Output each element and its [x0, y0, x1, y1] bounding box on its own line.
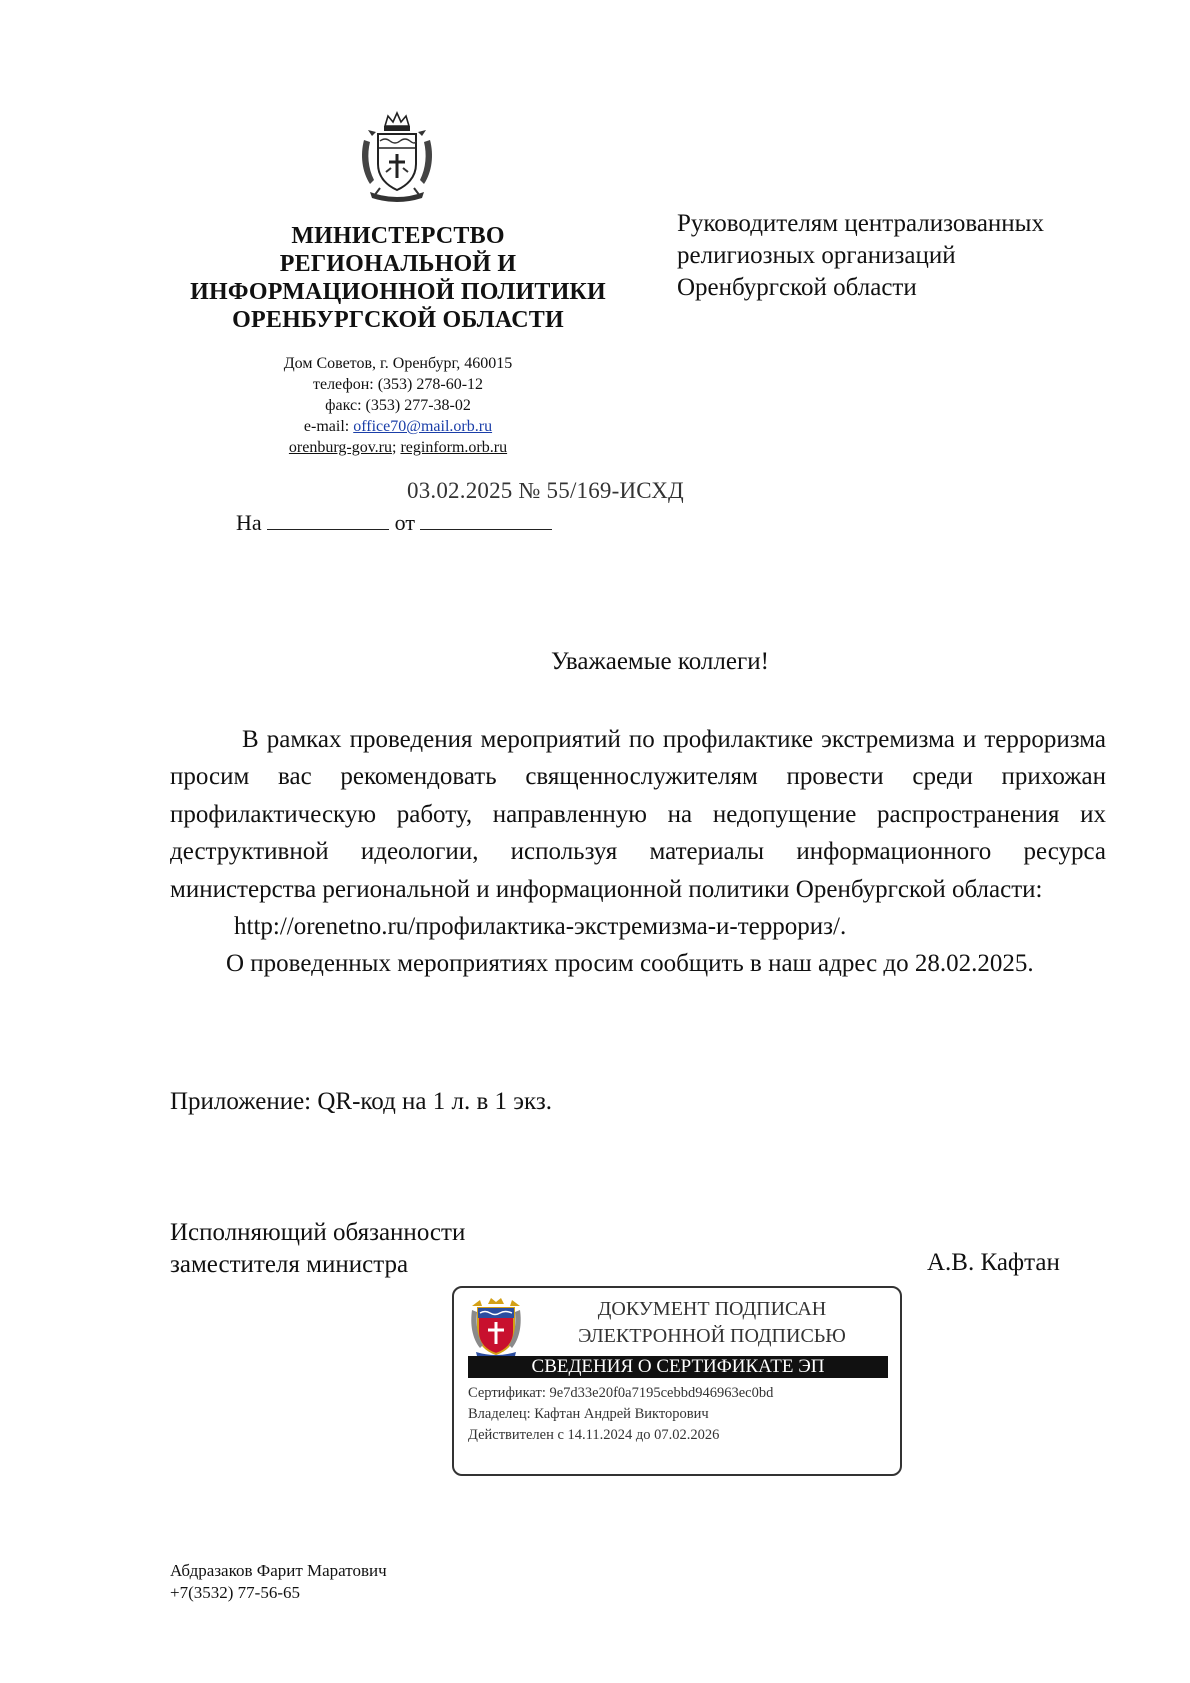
email-line [200, 416, 596, 437]
certificate-id: Сертификат: 9e7d33e20f0a7195cebbd946963ec0bd [468, 1385, 774, 1401]
executor-info [170, 1560, 387, 1604]
site-link-reginform[interactable]: reginform.orb.ru [400, 439, 508, 456]
phone: телефон: (353) 278-60-12 [312, 376, 484, 393]
site-link-gov[interactable]: orenburg-gov.ru [288, 439, 392, 456]
region-shield-icon [468, 1296, 524, 1358]
ministry-name [170, 222, 626, 334]
greeting: Уважаемые коллеги! [551, 648, 769, 675]
fax: факс: (353) 277-38-02 [325, 397, 471, 414]
reference-blank-date [420, 511, 552, 530]
stamp-title-line: ЭЛЕКТРОННОЙ ПОДПИСЬЮ [578, 1325, 846, 1347]
signatory-name: А.В. Кафтан [927, 1249, 1060, 1276]
role-line: заместителя министра [170, 1251, 409, 1278]
executor-phone: +7(3532) 77-56-65 [170, 1583, 300, 1602]
certificate-owner: Владелец: Кафтан Андрей Викторович [468, 1406, 709, 1422]
body-paragraph: В рамках проведения мероприятий по профилактике экстремизма и терроризма просим вас рекомендовать священнослужителям провести среди прихожан профилактическую работу, направленную на недопущение распространения их деструктивной идеологии, используя материалы информационного ресурса министерства региональной и информационной политики Оренбургской области: [170, 726, 1106, 903]
certificate-validity: Действителен с 14.11.2024 до 07.02.2026 [468, 1427, 720, 1443]
ministry-line: МИНИСТЕРСТВО [291, 223, 505, 249]
ministry-line: ОРЕНБУРГСКОЙ ОБЛАСТИ [232, 307, 564, 333]
site-separator: ; [392, 439, 401, 456]
ministry-contacts [200, 353, 596, 458]
email-label: e-mail: [303, 418, 354, 435]
body-paragraph: О проведенных мероприятиях просим сообщить в наш адрес до 28.02.2025. [226, 950, 1034, 978]
ministry-line: ИНФОРМАЦИОННОЙ ПОЛИТИКИ [190, 279, 606, 305]
letter-body [170, 721, 1106, 983]
signatory-role [170, 1217, 465, 1281]
stamp-title-line: ДОКУМЕНТ ПОДПИСАН [597, 1298, 827, 1320]
stamp-title [542, 1296, 882, 1350]
coat-of-arms-icon [358, 110, 436, 204]
reference-ot: от [394, 510, 415, 535]
role-line: Исполняющий обязанности [170, 1219, 466, 1246]
addressee-line: религиозных организаций [677, 242, 956, 269]
resource-url[interactable]: http://orenetno.ru/профилактика-экстремизма-и-террориз/. [234, 913, 847, 941]
reference-blank-number [267, 511, 389, 530]
address: Дом Советов, г. Оренбург, 460015 [283, 355, 513, 372]
e-signature-stamp [452, 1286, 902, 1476]
certificate-info-header: СВЕДЕНИЯ О СЕРТИФИКАТЕ ЭП [468, 1356, 888, 1378]
ministry-line: РЕГИОНАЛЬНОЙ И [279, 251, 517, 277]
certificate-details [468, 1383, 888, 1446]
websites [200, 437, 596, 458]
email-link[interactable]: office70@mail.orb.ru [353, 418, 493, 435]
addressee-line: Руководителям централизованных [677, 210, 1044, 237]
reference-na: На [236, 510, 262, 535]
executor-name: Абдразаков Фарит Маратович [170, 1561, 387, 1580]
addressee [677, 208, 1137, 304]
attachment-note: Приложение: QR-код на 1 л. в 1 экз. [170, 1088, 552, 1115]
addressee-line: Оренбургской области [677, 274, 917, 301]
reference-line [236, 510, 552, 536]
registration-number: 03.02.2025 № 55/169-ИСХД [407, 478, 684, 503]
